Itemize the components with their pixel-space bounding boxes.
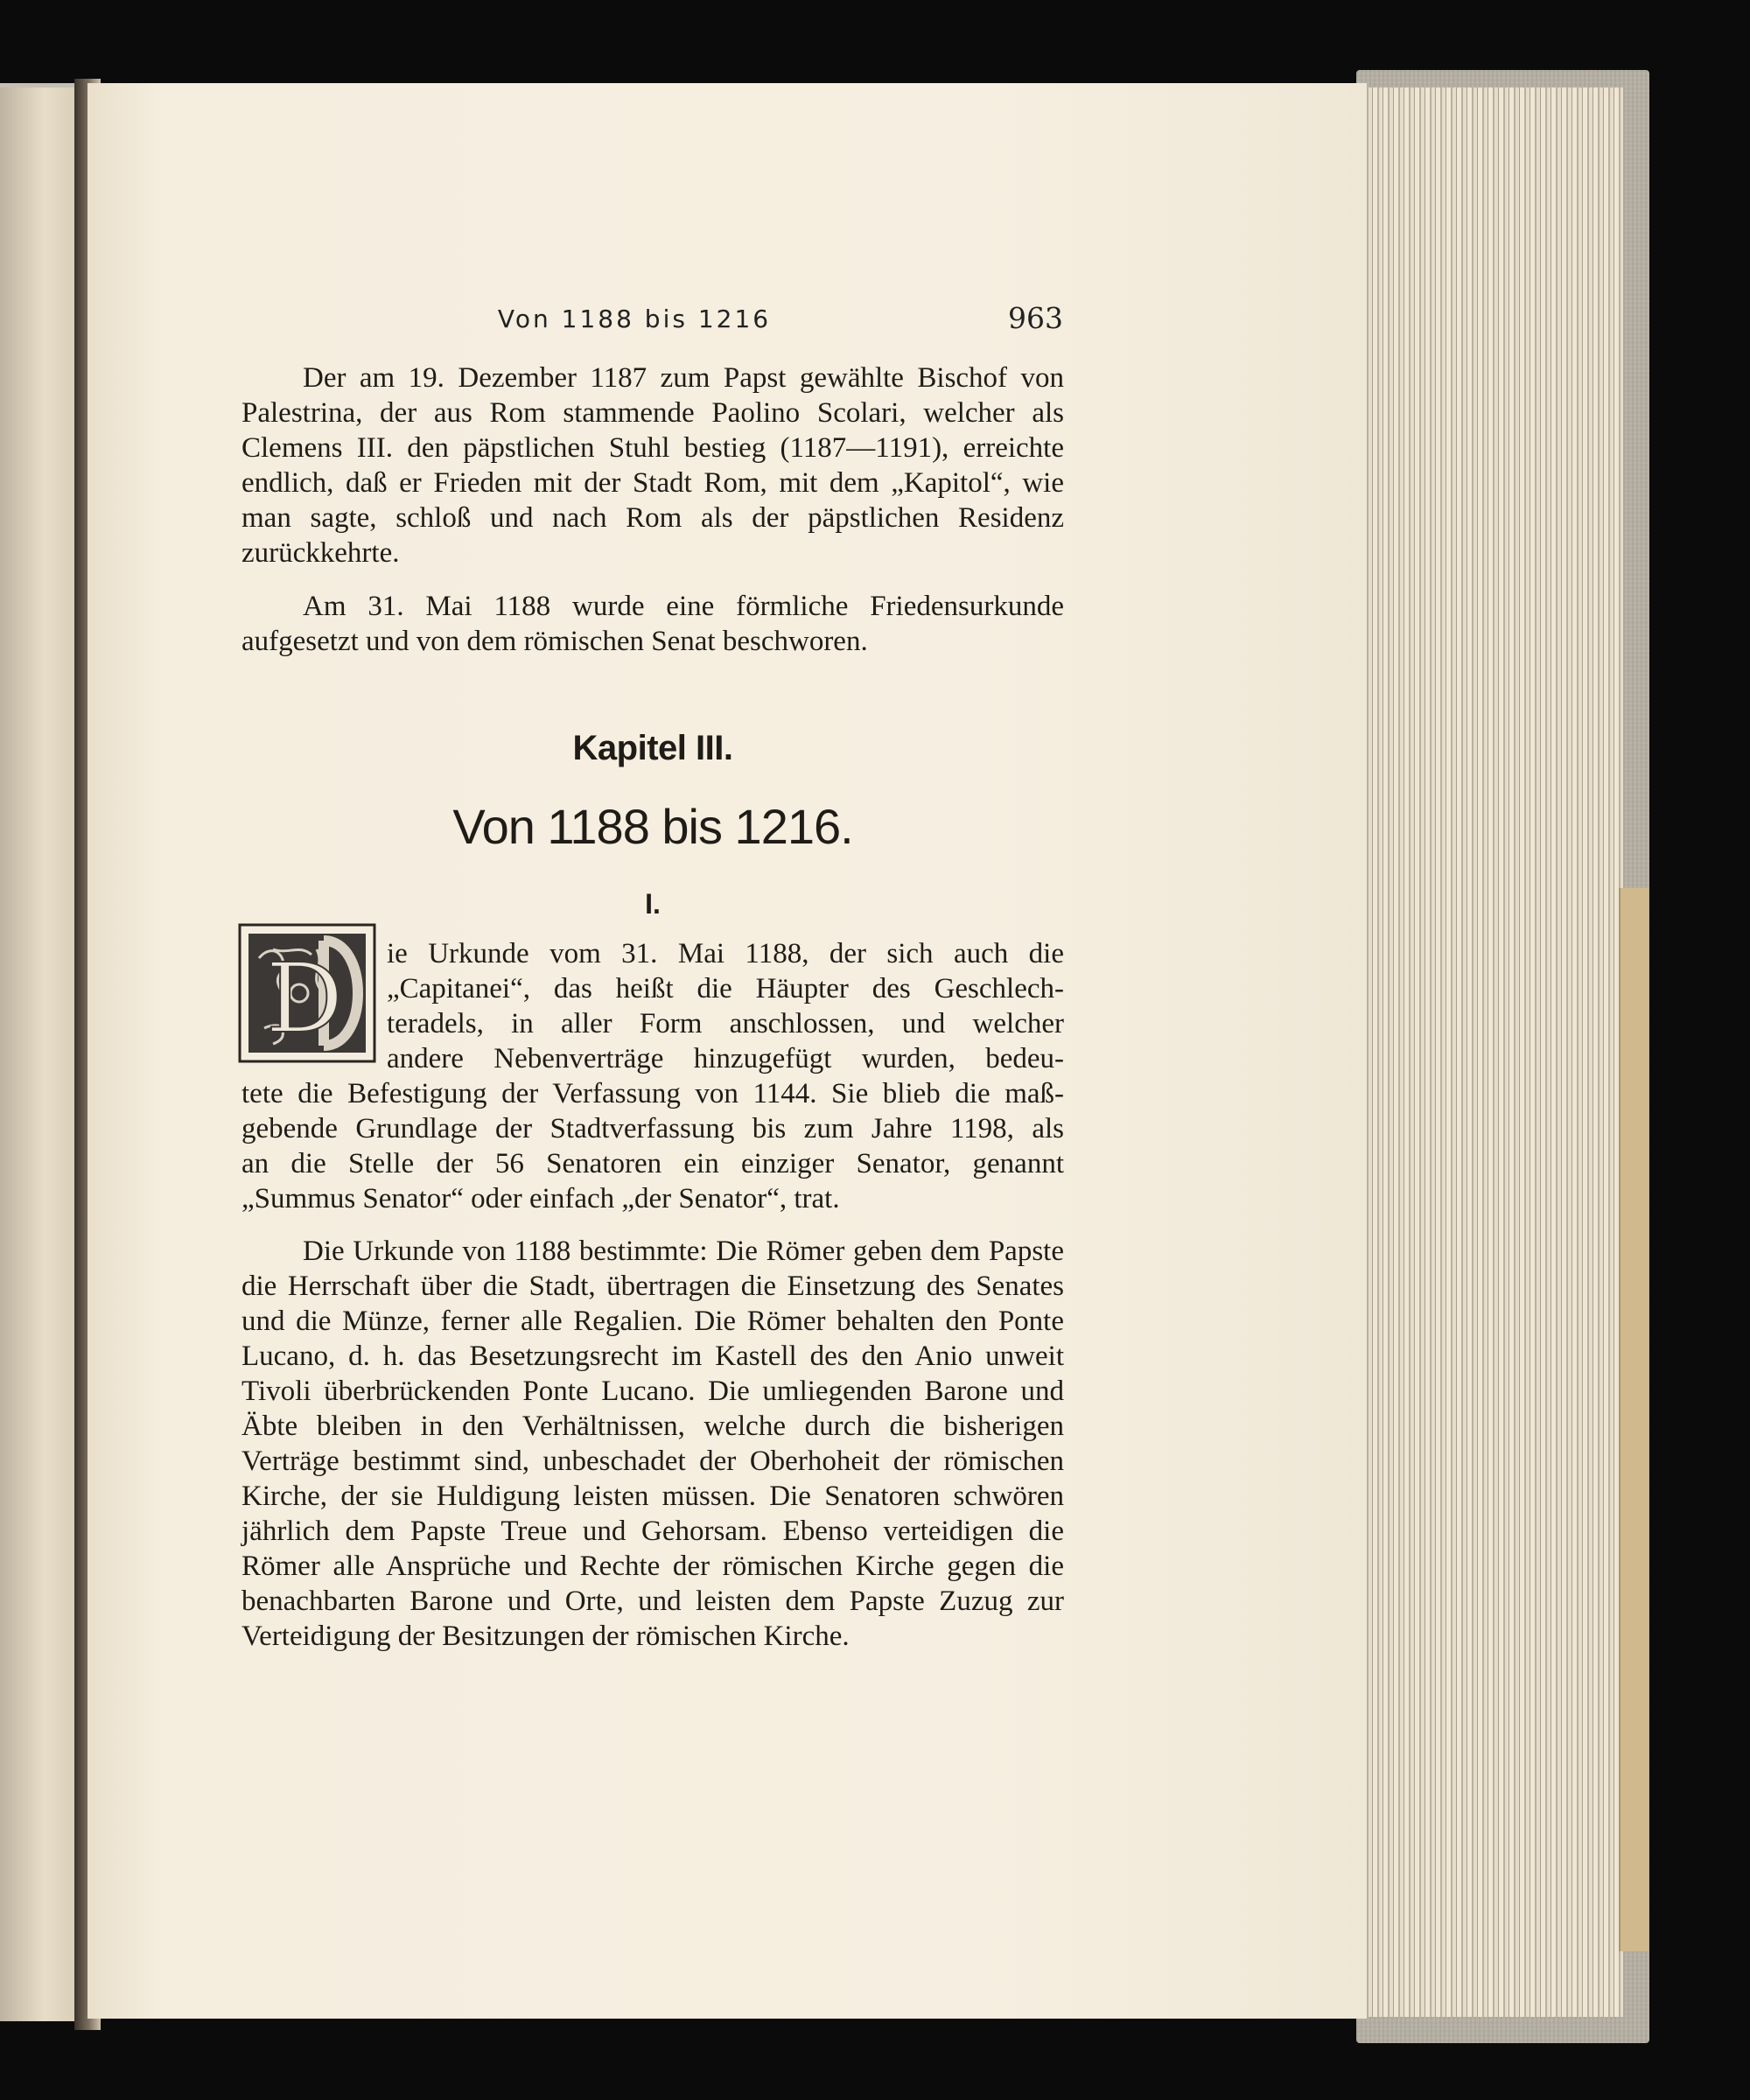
paragraph-line: gebende Grundlage der Stadtverfassung bis zum Jahre 1198, als	[242, 1113, 1064, 1144]
dropcap-letter: D	[265, 942, 344, 1054]
paragraph-line: an die Stelle der 56 Senatoren ein einziger Senator, genannt	[242, 1148, 1064, 1180]
section-number: I.	[645, 888, 661, 920]
section-paragraph-1	[242, 936, 1064, 1216]
intro-paragraph-2	[242, 589, 1064, 659]
left-page	[0, 88, 74, 2021]
intro-paragraph-text: Am 31. Mai 1188 wurde eine förmliche Friedensurkunde aufgesetzt und von dem römischen Senat beschworen.	[242, 591, 1064, 657]
page-number: 963	[1008, 301, 1063, 335]
section-paragraph-text: Die Urkunde von 1188 bestimmte: Die Römer geben dem Papste die Herrschaft über die Stadt, übertragen die Einsetzung des Senates und die Münze, ferner alle Regalien. Die Römer behalten den Ponte Lucano, d. h. das Besetzungsrecht im Kastell des den Anio unweit Tivoli überbrückenden Ponte Lucano. Die umliegenden Barone und Äbte bleiben in den Verhältnissen, welche durch die bisherigen Verträge bestimmt sind, unbeschadet der Oberhoheit der römischen Kirche, der sie Huldigung leisten müssen. Die Senatoren schwören jährlich dem Papste Treue und Gehorsam. Ebenso verteidigen die Römer alle Ansprüche und Rechte der römischen Kirche gegen die benachbarten Barone und Orte, und leisten dem Papste Zuzug zur Verteidigung der Besitzungen der römischen Kirche.	[242, 1236, 1064, 1652]
chapter-label: Kapitel III.	[572, 729, 733, 767]
chapter-title: Von 1188 bis 1216.	[452, 799, 853, 854]
page-edges	[1352, 88, 1623, 2017]
paragraph-line: „Summus Senator“ oder einfach „der Senator“, trat.	[242, 1183, 840, 1214]
paragraph-line: andere Nebenverträge hinzugefügt wurden, bedeu-	[387, 1043, 1064, 1074]
page-header	[241, 299, 1063, 343]
intro-paragraph-text: Der am 19. Dezember 1187 zum Papst gewählte Bischof von Palestrina, der aus Rom stammende Paolino Scolari, welcher als Clemens III. den päpstlichen Stuhl bestieg (1187—1191), erreichte endlich, daß er Frieden mit der Stadt Rom, mit dem „Kapitol“, wie man sagte, schloß und nach Rom als der päpstlichen Residenz zurückkehrte.	[242, 362, 1064, 569]
section-paragraph-2	[242, 1234, 1064, 1654]
bookmark-tab	[1619, 888, 1648, 1951]
intro-paragraph-1	[242, 360, 1064, 570]
paragraph-line: „Capitanei“, das heißt die Häupter des Geschlech-	[387, 973, 1064, 1004]
paragraph-line: teradels, in aller Form anschlossen, und welcher	[387, 1008, 1064, 1040]
running-title: Von 1188 bis 1216	[497, 304, 772, 333]
paragraph-line: ie Urkunde vom 31. Mai 1188, der sich auch die	[387, 938, 1064, 970]
paragraph-line: tete die Befestigung der Verfassung von 1144. Sie blieb die maß-	[242, 1078, 1064, 1110]
